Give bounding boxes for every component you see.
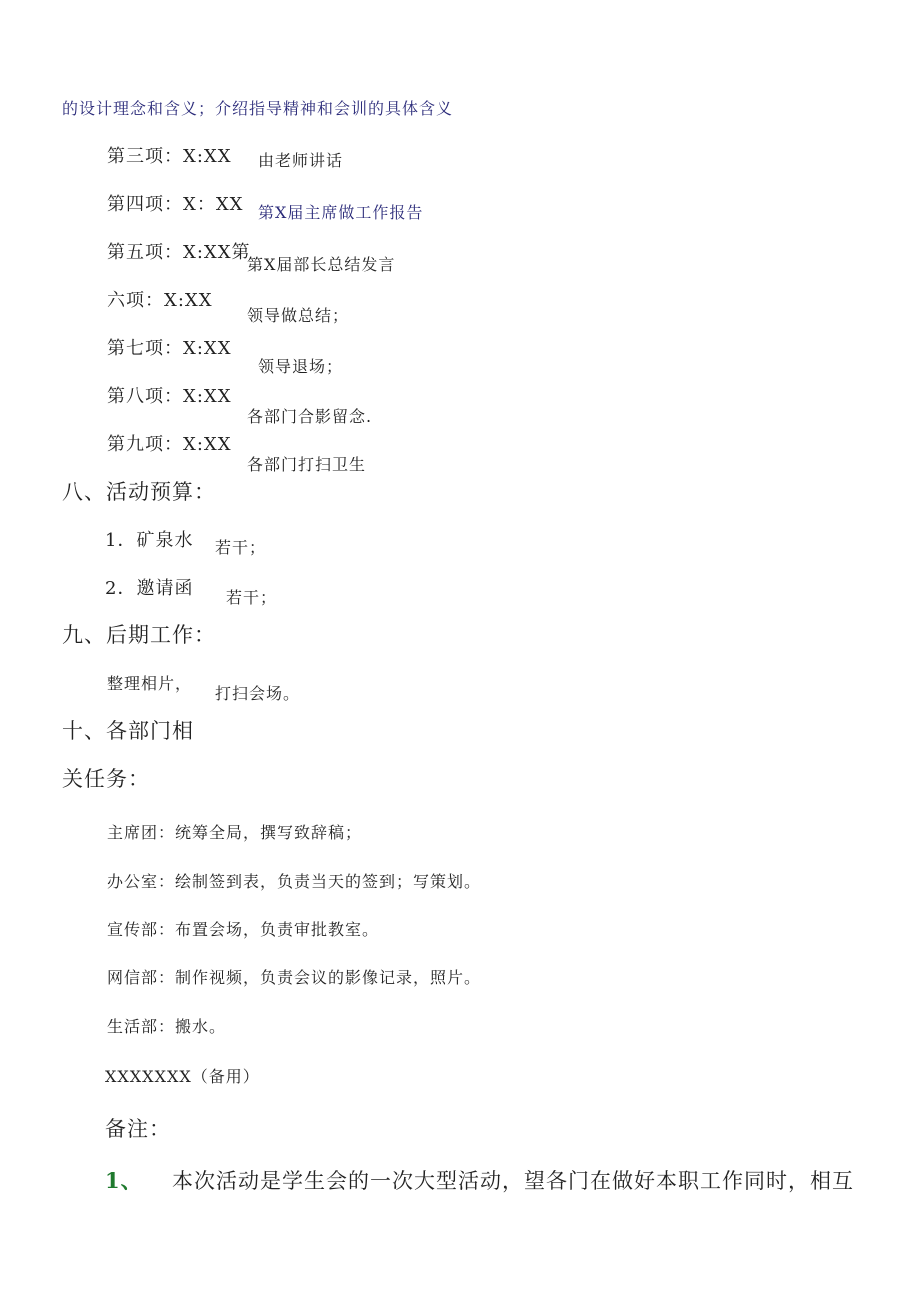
schedule-label-8: 第八项：X:XX xyxy=(107,386,232,407)
section-8-heading: 八、活动预算： xyxy=(62,480,216,504)
intro-line: 的设计理念和含义；介绍指导精神和会训的具体含义 xyxy=(62,99,454,118)
budget-item-2-qty: 若干； xyxy=(226,588,278,607)
notes-item-1-number: 1、 xyxy=(105,1168,143,1193)
schedule-label-6: 六项：X:XX xyxy=(107,290,213,311)
task-item: 生活部：搬水。 xyxy=(107,1017,227,1036)
schedule-label-9: 第九项：X:XX xyxy=(107,434,232,455)
section-10-heading-line2: 关任务： xyxy=(62,767,150,791)
schedule-label-5: 第五项：X:XX第 xyxy=(107,242,251,263)
schedule-label-4: 第四项：X：XX xyxy=(107,194,244,215)
schedule-desc-8: 各部门合影留念. xyxy=(247,407,373,426)
schedule-desc-7: 领导退场； xyxy=(258,357,344,376)
post-work-item-b: 打扫会场。 xyxy=(215,684,301,703)
budget-item-2-label: 2．邀请函 xyxy=(105,578,194,599)
schedule-label-7: 第七项：X:XX xyxy=(107,338,232,359)
schedule-desc-9: 各部门打扫卫生 xyxy=(247,455,367,474)
schedule-desc-3: 由老师讲话 xyxy=(258,151,344,170)
schedule-desc-6: 领导做总结； xyxy=(247,306,350,325)
task-item: 主席团：统筹全局，撰写致辞稿； xyxy=(107,823,363,842)
task-item: 办公室：绘制签到表，负责当天的签到；写策划。 xyxy=(107,872,482,891)
schedule-label-3: 第三项：X:XX xyxy=(107,146,232,167)
budget-item-1-qty: 若干； xyxy=(215,538,267,557)
schedule-desc-4: 第X届主席做工作报告 xyxy=(258,203,424,222)
post-work-item-a: 整理相片， xyxy=(107,674,193,693)
notes-heading: 备注： xyxy=(105,1117,171,1141)
task-item: 宣传部：布置会场，负责审批教室。 xyxy=(107,920,380,939)
section-10-heading-line1: 十、各部门相 xyxy=(62,719,194,743)
section-9-heading: 九、后期工作： xyxy=(62,623,216,647)
task-item: 网信部：制作视频，负责会议的影像记录，照片。 xyxy=(107,968,482,987)
task-item: XXXXXXX（备用） xyxy=(105,1067,260,1086)
budget-item-1-label: 1．矿泉水 xyxy=(105,530,194,551)
schedule-desc-5: 第X届部长总结发言 xyxy=(247,255,396,274)
notes-item-1-text: 本次活动是学生会的一次大型活动，望各门在做好本职工作同时，相互 xyxy=(172,1169,854,1193)
